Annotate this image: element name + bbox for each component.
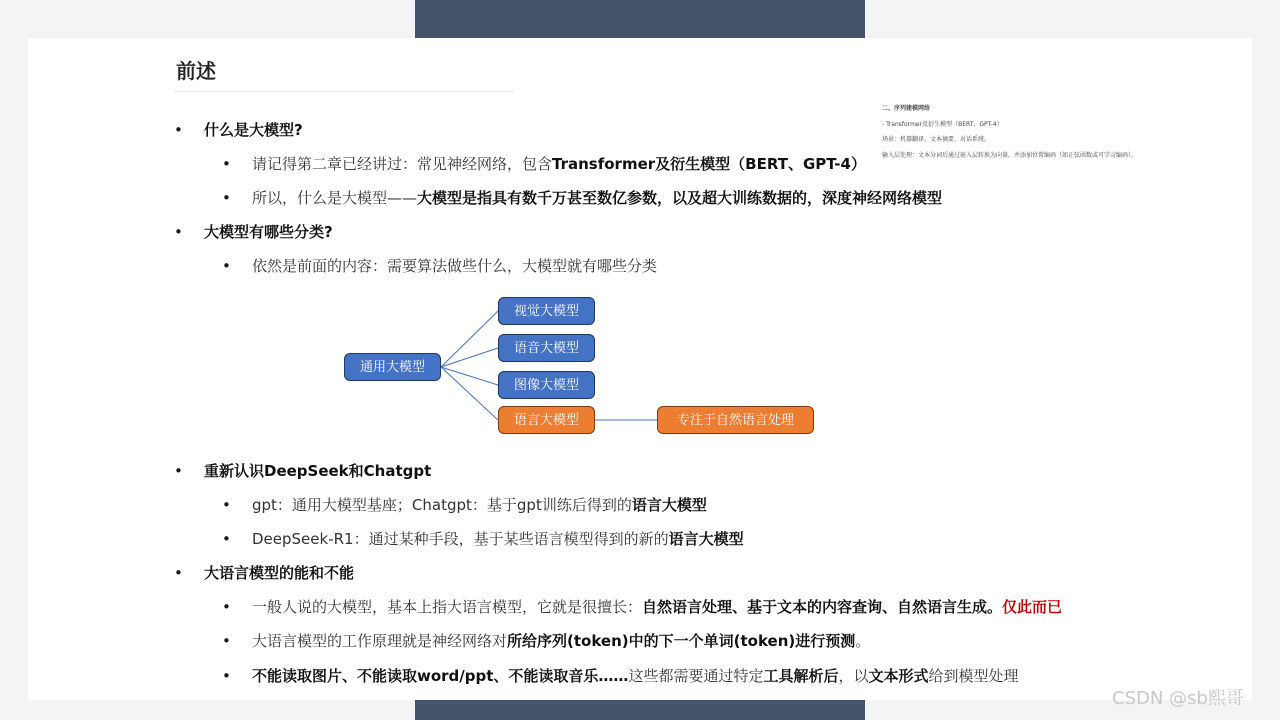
node-vision-model: 视觉大模型	[498, 297, 595, 325]
bullet-text: 请记得第二章已经讲过：常见神经网络，包含Transformer及衍生模型（BERT、GPT-4）	[252, 155, 866, 173]
mini-note-line: 场景：机器翻译、文本摘要、对话系统。	[882, 136, 991, 143]
bottom-dark-band	[415, 700, 865, 720]
bullet-text: 大语言模型的工作原理就是神经网络对所给序列(token)中的下一个单词(token)进行预测。	[252, 632, 871, 650]
node-general-model: 通用大模型	[344, 353, 441, 381]
slide-title: 前述	[176, 59, 216, 83]
bullet-dot: •	[222, 598, 231, 616]
node-image-model: 图像大模型	[498, 371, 595, 399]
top-dark-band	[415, 0, 865, 38]
node-language-model: 语言大模型	[498, 406, 595, 434]
bullet-dot: •	[222, 530, 231, 548]
bullet-text: 所以，什么是大模型——大模型是指具有数千万甚至数亿参数，以及超大训练数据的，深度神经网络模型	[252, 189, 943, 207]
bullet-text: 不能读取图片、不能读取word/ppt、不能读取音乐……这些都需要通过特定工具解析后，以文本形式给到模型处理	[252, 667, 1019, 685]
bullet-dot: •	[174, 223, 183, 241]
section-heading: 重新认识DeepSeek和Chatgpt	[204, 462, 432, 480]
section-heading: 什么是大模型?	[204, 121, 303, 139]
bullet-text: gpt：通用大模型基座；Chatgpt：基于gpt训练后得到的语言大模型	[252, 496, 707, 514]
bullet-dot: •	[174, 564, 183, 582]
csdn-watermark: CSDN @sb熙哥	[1112, 688, 1244, 709]
mini-note-line: - Transformer及衍生模型（BERT、GPT-4）	[882, 121, 1003, 128]
bullet-text: 一般人说的大模型，基本上指大语言模型，它就是很擅长：自然语言处理、基于文本的内容查询、自然语言生成。仅此而已	[252, 598, 1063, 616]
bullet-dot: •	[222, 189, 231, 207]
section-heading: 大模型有哪些分类?	[204, 223, 333, 241]
mini-note-line: 二、序列建模网络	[882, 105, 931, 112]
bullet-dot: •	[222, 632, 231, 650]
bullet-dot: •	[174, 121, 183, 139]
bullet-text: 依然是前面的内容：需要算法做些什么，大模型就有哪些分类	[252, 257, 658, 275]
node-nlp-focus: 专注于自然语言处理	[657, 406, 814, 434]
bullet-dot: •	[222, 155, 231, 173]
node-speech-model: 语音大模型	[498, 334, 595, 362]
slide-canvas	[28, 38, 1252, 700]
bullet-dot: •	[222, 667, 231, 685]
mini-note-line: 输入层处理：文本分词后通过嵌入层转换为向量，并添加位置编码（如正弦函数或可学习编码）。	[882, 152, 1138, 159]
section-heading: 大语言模型的能和不能	[204, 564, 355, 582]
bullet-dot: •	[174, 462, 183, 480]
bullet-dot: •	[222, 257, 231, 275]
bullet-text: DeepSeek-R1：通过某种手段，基于某些语言模型得到的新的语言大模型	[252, 530, 744, 548]
bullet-dot: •	[222, 496, 231, 514]
